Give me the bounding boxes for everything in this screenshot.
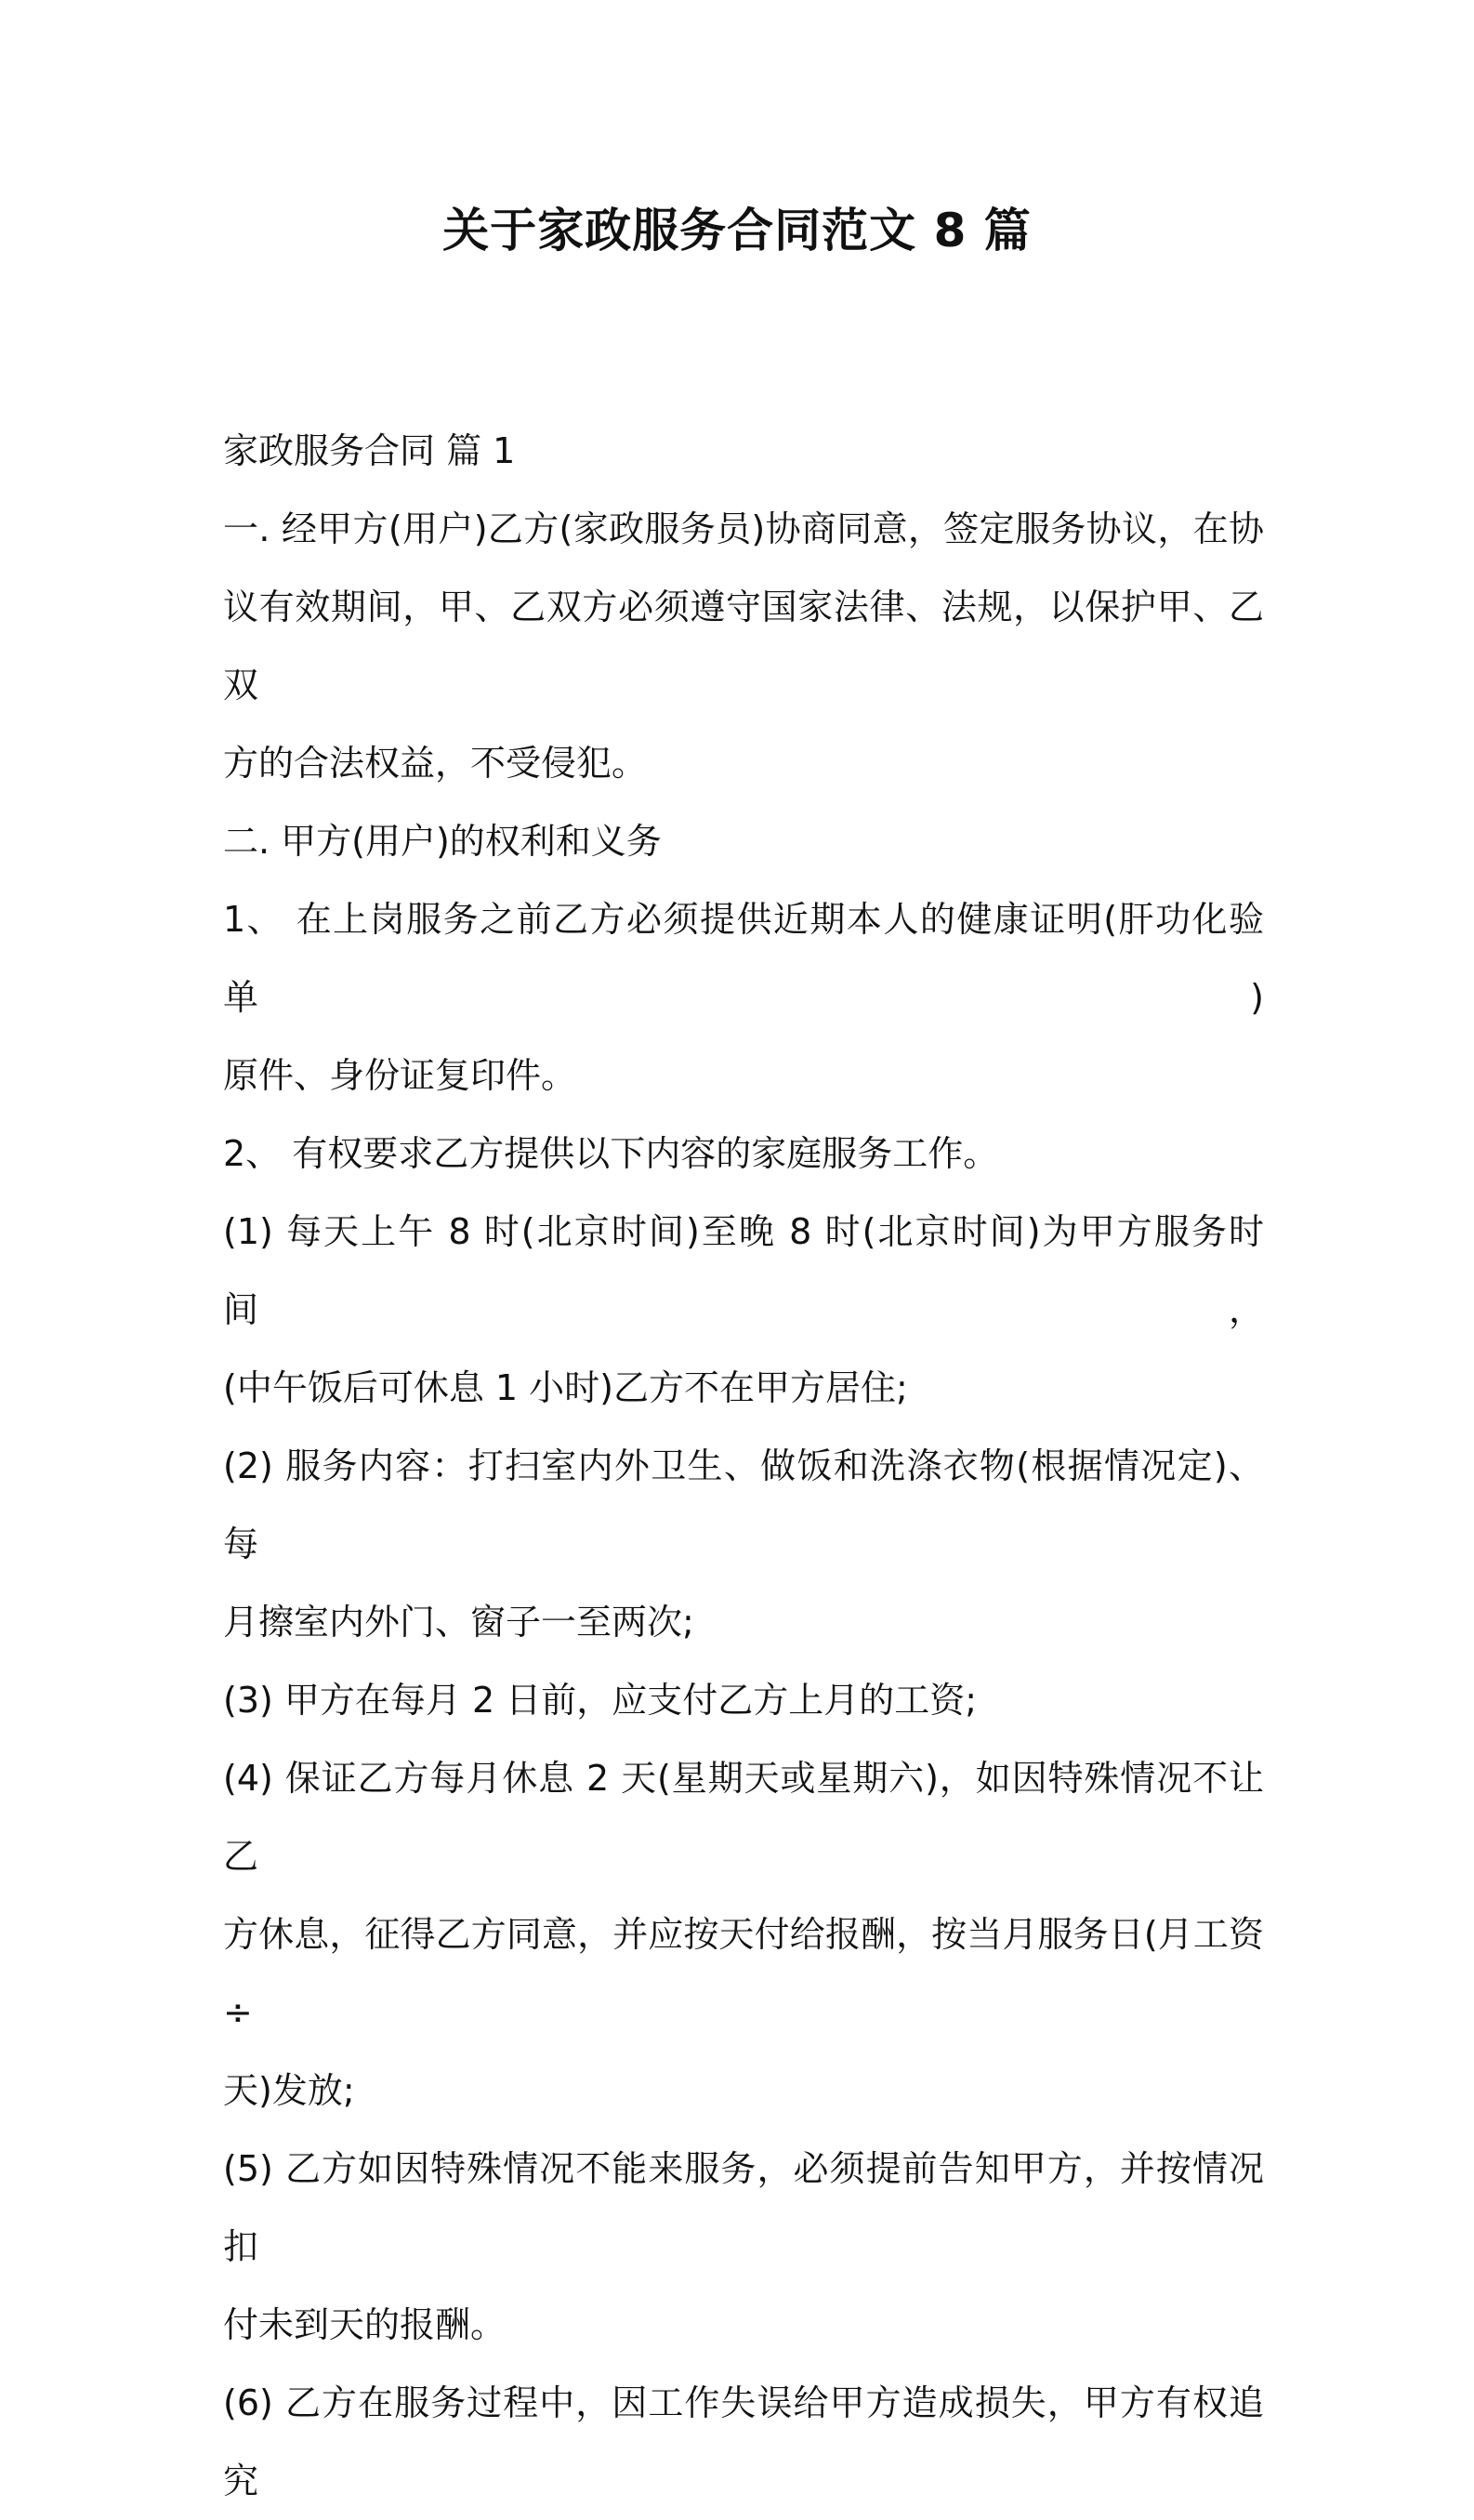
paragraph-line: 月擦室内外门、窗子一至两次; <box>223 1602 694 1643</box>
paragraph-line: (2) 服务内容：打扫室内外卫生、做饭和洗涤衣物(根据情况定)、每 <box>223 1445 1264 1564</box>
paragraph-8 <box>223 1739 1264 2130</box>
paragraph-line: (1) 每天上午 8 时(北京时间)至晚 8 时(北京时间)为甲方服务时间， <box>223 1211 1264 1330</box>
paragraph-1 <box>223 490 1264 802</box>
paragraph-line: 议有效期间，甲、乙双方必须遵守国家法律、法规，以保护甲、乙双 <box>223 587 1264 706</box>
paragraph-2 <box>223 802 1264 880</box>
paragraph-line: 一. 经甲方(用户)乙方(家政服务员)协商同意，签定服务协议，在协 <box>223 508 1264 549</box>
document-title: 关于家政服务合同范文 8 篇 <box>442 204 1032 257</box>
paragraph-line: (3) 甲方在每月 2 日前，应支付乙方上月的工资; <box>223 1680 978 1721</box>
paragraph-9 <box>223 2130 1264 2364</box>
paragraph-5 <box>223 1193 1264 1427</box>
paragraph-line: (5) 乙方如因特殊情况不能来服务，必须提前告知甲方，并按情况扣 <box>223 2148 1264 2267</box>
paragraph-3 <box>223 880 1264 1115</box>
paragraph-10 <box>223 2364 1264 2520</box>
paragraph-4 <box>223 1115 1264 1193</box>
paragraph-line: 二. 甲方(用户)的权利和义务 <box>223 821 662 862</box>
paragraph-line: 2、 有权要求乙方提供以下内容的家庭服务工作。 <box>223 1133 999 1174</box>
paragraph-line: 原件、身份证复印件。 <box>223 1055 577 1096</box>
paragraph-line: 天)发放; <box>223 2070 355 2111</box>
section-heading: 家政服务合同 篇 1 <box>223 430 516 471</box>
paragraph-line: 付未到天的报酬。 <box>223 2304 507 2345</box>
paragraph-line: 方的合法权益，不受侵犯。 <box>223 743 648 784</box>
paragraph-line: (6) 乙方在服务过程中，因工作失误给甲方造成损失，甲方有权追究 <box>223 2382 1264 2501</box>
paragraph-line: (4) 保证乙方每月休息 2 天(星期天或星期六)，如因特殊情况不让乙 <box>223 1758 1264 1877</box>
paragraph-6 <box>223 1427 1264 1661</box>
paragraph-line: 1、 在上岗服务之前乙方必须提供近期本人的健康证明(肝功化验单) <box>223 899 1264 1018</box>
document-body <box>223 412 1264 2520</box>
paragraph-line: 方休息，征得乙方同意，并应按天付给报酬，按当月服务日(月工资 ÷ <box>223 1914 1264 2033</box>
paragraph-7 <box>223 1661 1264 1739</box>
paragraph-line: (中午饭后可休息 1 小时)乙方不在甲方居住; <box>223 1367 908 1408</box>
